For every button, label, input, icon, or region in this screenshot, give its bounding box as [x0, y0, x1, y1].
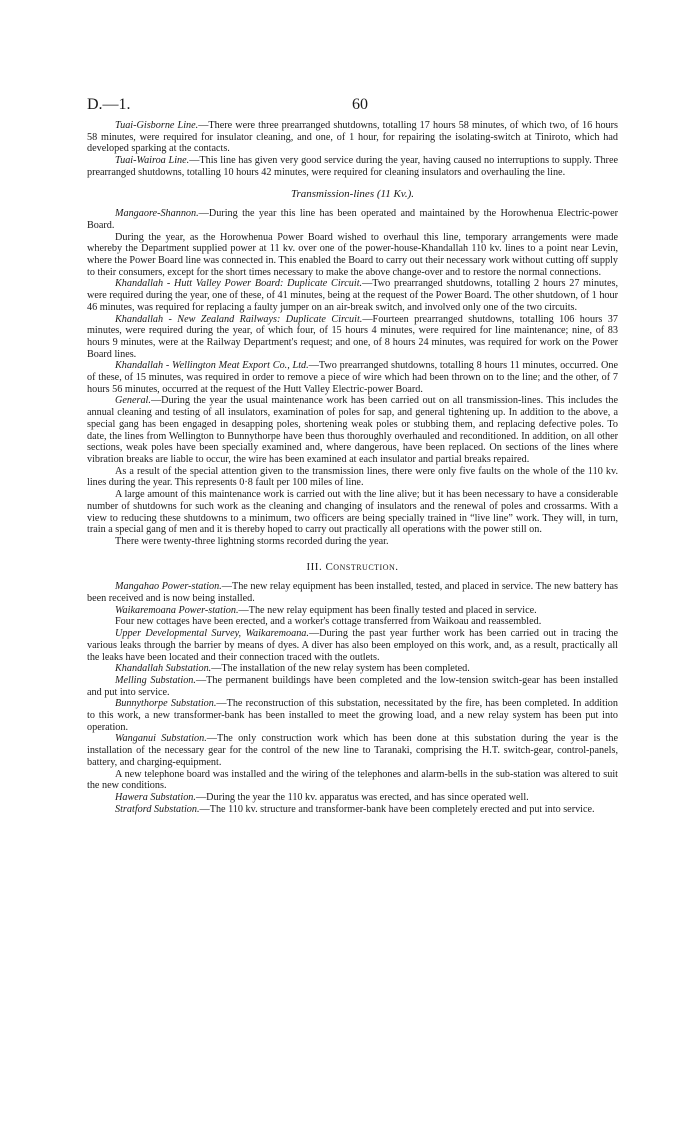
paragraph-lead: Melling Substation. [115, 674, 196, 686]
document-reference: D.—1. [87, 96, 131, 113]
paragraph-lead: Waikaremoana Power-station. [115, 604, 239, 616]
paragraph-text: As a result of the special attention given to the transmission lines, there were only five faults on the whole of the 110 kv. lines during the year. This represents 0·8 fault per 100 miles of line. [87, 465, 618, 489]
paragraph-lead: Khandallah Substation. [115, 663, 212, 675]
paragraph-text: —There were three prearranged shutdowns, totalling 17 hours 58 minutes, of which two, of 16 hours 58 minutes, were required for insulator cleaning, and one, of 1 hour, for repairing the isolating-switch at Tiniroto, which had developed sparking at the contacts. [87, 120, 618, 155]
paragraph-lead: Wanganui Substation. [115, 733, 207, 745]
paragraph [87, 628, 618, 663]
paragraph-text: Four new cottages have been erected, and a worker's cottage transferred from Waikoau and reassembled. [115, 616, 542, 628]
paragraph-lead: General. [115, 395, 151, 407]
paragraph-text: —The 110 kv. structure and transformer-bank have been completely erected and put into service. [199, 803, 595, 815]
paragraph-lead: Tuai-Gisborne Line. [115, 120, 199, 131]
paragraph-text: —During the year the usual maintenance work has been carried out on all transmission-lines. This includes the annual cleaning and testing of all insulators, examination of poles for sap, and general tightening up. In addition to the above, a special gang has been engaged in desapping poles, shortening weak poles or stubbing them, and replacing defective poles. To date, the lines from Wellington to Bunnythorpe have been thus thoroughly overhauled and reconditioned. In addition, on all other sections, weak poles have been specially examined and, where dangerous, have been replaced. On sections of the lines where vibration breaks are liable to occur, the wire has been examined at each insulator and partial breaks repaired. [87, 395, 618, 465]
paragraph [87, 804, 618, 816]
paragraph [87, 733, 618, 768]
paragraph [87, 616, 618, 628]
paragraph-lead: Mangahao Power-station. [115, 581, 222, 593]
paragraph [87, 675, 618, 698]
paragraph-text: —This line has given very good service during the year, having caused no interruptions to supply. Three prearranged shutdowns, totalling 10 hours 42 minutes, were required for cleaning insulators and overhauling the line. [87, 155, 618, 178]
paragraph-lead: Bunnythorpe Substation. [115, 698, 217, 710]
paragraph-text: There were twenty-three lightning storms recorded during the year. [115, 535, 389, 547]
paragraph-text: —During the year the 110 kv. apparatus was erected, and has since operated well. [195, 791, 529, 803]
paragraph [87, 769, 618, 792]
paragraph-text: —The permanent buildings have been completed and the low-tension switch-gear has been installed and put into service. [87, 674, 618, 698]
paragraph [87, 489, 618, 536]
paragraph-lead: Hawera Substation. [115, 791, 196, 803]
paragraph [87, 663, 618, 675]
paragraph-text: —The installation of the new relay system has been completed. [211, 663, 470, 675]
paragraph [87, 605, 618, 617]
construction-heading: III. Construction. [306, 560, 399, 573]
paragraph-text: —Two prearranged shutdowns, totalling 2 hours 27 minutes, were required during the year, one of these, of 41 minutes, being at the request of the Power Board. The other shutdown, of 1 hour 46 minutes, was required for replacing a faulty jumper on an air-break switch, and involved only one of the two circuits. [87, 278, 618, 313]
paragraph-text: —The new relay equipment has been installed, tested, and placed in service. The new battery has been received and is now being installed. [87, 581, 618, 605]
paragraph-lead: Mangaore-Shannon. [115, 208, 199, 220]
paragraph-text: —The only construction work which has been done at this substation during the year is the installation of the necessary gear for the control of the new line to Taranaki, comprising the H.T. switch-gear, control-panels, battery, and charging-equipment. [87, 733, 618, 768]
paragraph [87, 360, 618, 395]
paragraph-lead: Khandallah - New Zealand Railways: Duplicate Circuit. [115, 313, 363, 325]
paragraph-text: A large amount of this maintenance work is carried out with the line alive; but it has been necessary to have a considerable number of shutdowns for such work as the cleaning and changing of insulators and the renewal of poles and crossarms. With a view to reducing these shutdowns to a minimum, two officers are being specially trained in “live line” work. They will, in turn, train a special gang of men and it is thereby hoped to carry out practically all operations with the power still on. [87, 489, 618, 536]
paragraph [87, 120, 618, 155]
page-number: 60 [352, 96, 368, 113]
paragraph-lead: Khandallah - Wellington Meat Export Co., Ltd. [115, 360, 309, 372]
paragraph-lead: Upper Developmental Survey, Waikaremoana. [115, 628, 309, 640]
paragraph [87, 581, 618, 604]
paragraph-text: —Fourteen prearranged shutdowns, totalling 106 hours 37 minutes, were required during the year, of which four, of 15 hours 4 minutes, were required for line maintenance; nine, of 83 hours 9 minutes, were at the Railway Department's request; and one, of 8 hours 24 minutes, was required for work on the Power Board lines. [87, 313, 618, 360]
paragraph-text: —The reconstruction of this substation, necessitated by the fire, has been completed. In addition to this work, a new transformer-bank has been installed to meet the growing load, and a new relay system has been put into operation. [87, 698, 618, 733]
section-lines [87, 120, 618, 179]
transmission-heading: Transmission-lines (11 Kv.). [290, 187, 415, 200]
paragraph [87, 232, 618, 279]
document-body [87, 120, 618, 815]
paragraph-lead: Khandallah - Hutt Valley Power Board: Duplicate Circuit. [115, 278, 363, 290]
paragraph [87, 792, 618, 804]
section-transmission [87, 208, 618, 547]
paragraph-text: —Two prearranged shutdowns, totalling 8 hours 11 minutes, occurred. One of these, of 15 minutes, was required in order to remove a piece of wire which had been thrown on to the line; and the other, of 7 hours 56 minutes, occurred at the request of the Hutt Valley Electric-power Board. [87, 360, 618, 395]
paragraph [87, 536, 618, 548]
paragraph-text: —During the year this line has been operated and maintained by the Horowhenua Electric-power Board. [87, 208, 618, 231]
paragraph [87, 155, 618, 178]
paragraph-text: During the year, as the Horowhenua Power Board wished to overhaul this line, temporary arrangements were made whereby the Department supplied power at 11 kv. over one of the power-house-Khandallah 110 kv. lines to a point near Levin, where the Power Board line was connected in. This enabled the Board to carry out their necessary work without cutting off supply to their consumers, except for the short times necessary to make the above change-over and to restore the normal connections. [87, 231, 618, 278]
paragraph [87, 466, 618, 489]
paragraph-text: —The new relay equipment has been finally tested and placed in service. [238, 604, 537, 616]
paragraph [87, 314, 618, 361]
paragraph [87, 278, 618, 313]
section-construction [87, 581, 618, 815]
paragraph-lead: Tuai-Wairoa Line. [115, 155, 190, 167]
paragraph [87, 698, 618, 733]
paragraph-lead: Stratford Substation. [115, 803, 200, 815]
paragraph [87, 395, 618, 465]
paragraph-text: A new telephone board was installed and the wiring of the telephones and alarm-bells in the sub-station was altered to suit the new conditions. [87, 768, 618, 792]
page-header [87, 96, 618, 120]
paragraph-text: —During the past year further work has been carried out in tracing the various leaks through the barrier by means of dyes. A diver has also been employed on this work, and, as a result, practically all the leaks have been located and their connection traced with the outlets. [87, 628, 618, 663]
paragraph [87, 208, 618, 231]
